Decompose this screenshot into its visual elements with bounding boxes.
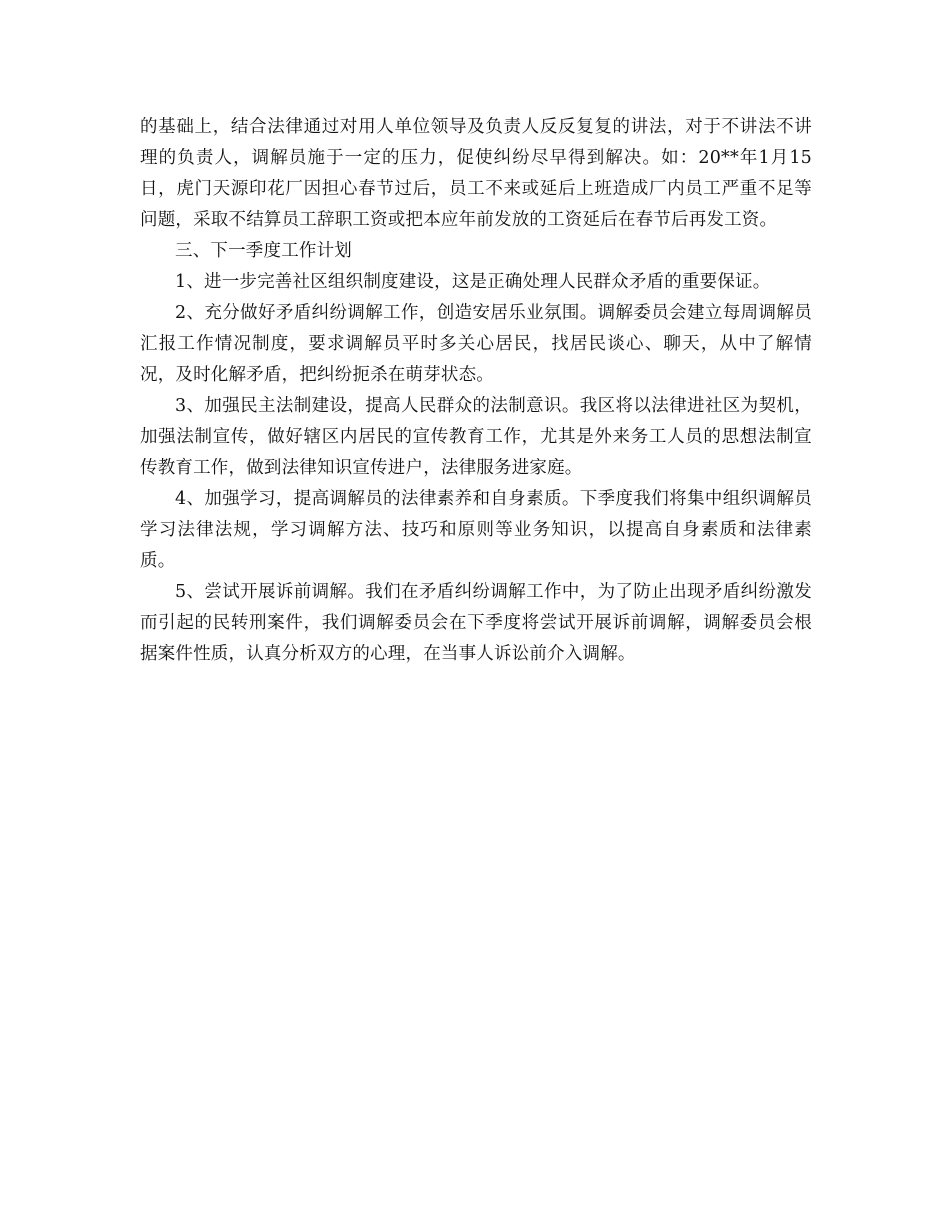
document-body bbox=[140, 112, 812, 670]
section-heading-next-quarter-plan: 三、下一季度工作计划 bbox=[175, 241, 352, 261]
plan-item-1: 1、进一步完善社区组织制度建设，这是正确处理人民群众矛盾的重要保证。 bbox=[175, 272, 771, 292]
plan-item-2: 2、充分做好矛盾纠纷调解工作，创造安居乐业氛围。调解委员会建立每周调解员汇报工作情况制度，要求调解员平时多关心居民，找居民谈心、聊天，从中了解情况，及时化解矛盾，把纠纷扼杀在萌芽状态。 bbox=[140, 303, 812, 385]
plan-item-5: 5、尝试开展诉前调解。我们在矛盾纠纷调解工作中，为了防止出现矛盾纠纷激发而引起的民转刑案件，我们调解委员会在下季度将尝试开展诉前调解，调解委员会根据案件性质，认真分析双方的心理，在当事人诉讼前介入调解。 bbox=[140, 582, 812, 664]
plan-item-3: 3、加强民主法制建设，提高人民群众的法制意识。我区将以法律进社区为契机，加强法制宣传，做好辖区内居民的宣传教育工作，尤其是外来务工人员的思想法制宣传教育工作，做到法律知识宣传进户，法律服务进家庭。 bbox=[140, 396, 812, 478]
plan-item-4: 4、加强学习，提高调解员的法律素养和自身素质。下季度我们将集中组织调解员学习法律法规，学习调解方法、技巧和原则等业务知识，以提高自身素质和法律素质。 bbox=[140, 489, 812, 571]
paragraph-continuation: 的基础上，结合法律通过对用人单位领导及负责人反反复复的讲法，对于不讲法不讲理的负责人，调解员施于一定的压力，促使纠纷尽早得到解决。如：20**年1月15日，虎门天源印花厂因担心春节过后，员工不来或延后上班造成厂内员工严重不足等问题，采取不结算员工辞职工资或把本应年前发放的工资延后在春节后再发工资。 bbox=[140, 117, 812, 230]
